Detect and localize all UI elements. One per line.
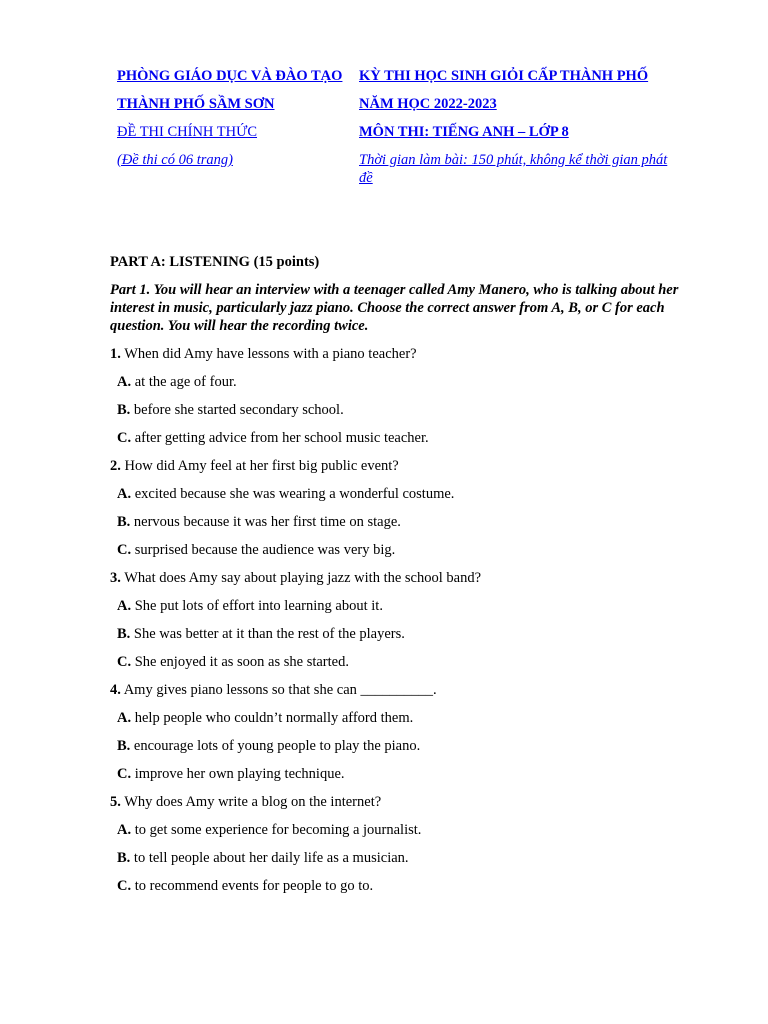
option-text: before she started secondary school. [133, 402, 344, 418]
option-text: surprised because the audience was very big. [134, 542, 396, 558]
option-text: to tell people about her daily life as a musician. [133, 850, 409, 866]
option-letter: C. [117, 878, 132, 894]
option-letter: A. [117, 374, 132, 390]
option-text: She put lots of effort into learning about it. [134, 598, 383, 614]
exam-content [110, 253, 700, 905]
option-text: to get some experience for becoming a journalist. [134, 822, 422, 838]
option-text: nervous because it was her first time on stage. [133, 514, 401, 530]
option-letter: B. [117, 514, 131, 530]
answer-option [117, 849, 700, 867]
option-letter: B. [117, 738, 131, 754]
question-stem [110, 457, 700, 475]
option-letter: B. [117, 626, 131, 642]
option-text: excited because she was wearing a wonderful costume. [134, 486, 455, 502]
header-right-column [359, 67, 677, 197]
question-stem [110, 681, 700, 699]
question-stem [110, 569, 700, 587]
option-letter: A. [117, 486, 132, 502]
question-text: What does Amy say about playing jazz with the school band? [124, 570, 482, 586]
header-exam-name-link[interactable]: KỲ THI HỌC SINH GIỎI CẤP THÀNH PHỐ [359, 68, 649, 84]
question-number: 3. [110, 570, 121, 586]
question-1 [110, 345, 700, 447]
answer-option [117, 485, 700, 503]
question-text: Why does Amy write a blog on the internet? [124, 794, 382, 810]
question-number: 2. [110, 458, 121, 474]
question-number: 5. [110, 794, 121, 810]
option-letter: C. [117, 542, 132, 558]
answer-option [117, 877, 700, 895]
header-official-exam-link[interactable]: ĐỀ THI CHÍNH THỨC [117, 124, 258, 140]
answer-option [117, 653, 700, 671]
option-letter: A. [117, 710, 132, 726]
answer-option [117, 597, 700, 615]
option-letter: A. [117, 598, 132, 614]
question-text: Amy gives piano lessons so that she can __________. [123, 682, 437, 698]
option-letter: A. [117, 822, 132, 838]
option-letter: B. [117, 850, 131, 866]
option-text: encourage lots of young people to play the piano. [133, 738, 421, 754]
answer-option [117, 401, 700, 419]
answer-option [117, 541, 700, 559]
option-letter: C. [117, 430, 132, 446]
option-letter: C. [117, 766, 132, 782]
answer-option [117, 709, 700, 727]
question-3 [110, 569, 700, 671]
question-5 [110, 793, 700, 895]
answer-option [117, 625, 700, 643]
option-text: improve her own playing technique. [134, 766, 345, 782]
option-text: at the age of four. [134, 374, 237, 390]
header-department-link[interactable]: PHÒNG GIÁO DỤC VÀ ĐÀO TẠO [117, 68, 343, 84]
question-number: 4. [110, 682, 121, 698]
question-text: How did Amy feel at her first big public event? [124, 458, 399, 474]
option-letter: C. [117, 654, 132, 670]
question-text: When did Amy have lessons with a piano teacher? [124, 346, 417, 362]
part-1-instruction: Part 1. You will hear an interview with a teenager called Amy Manero, who is talking about her interest in music, particularly jazz piano. Choose the correct answer from A, B, or C for each question. You will hear the recording twice. [110, 282, 679, 334]
header-time-limit-link[interactable]: Thời gian làm bài: 150 phút, không kể thời gian phát đề [359, 152, 668, 186]
answer-option [117, 737, 700, 755]
answer-option [117, 765, 700, 783]
option-text: after getting advice from her school music teacher. [134, 430, 429, 446]
option-text: She was better at it than the rest of the players. [133, 626, 405, 642]
option-text: to recommend events for people to go to. [134, 878, 374, 894]
header-school-year-link[interactable]: NĂM HỌC 2022-2023 [359, 96, 497, 112]
option-text: help people who couldn’t normally afford them. [134, 710, 414, 726]
option-text: She enjoyed it as soon as she started. [134, 654, 349, 670]
question-stem [110, 345, 700, 363]
question-2 [110, 457, 700, 559]
header-left-column [117, 67, 359, 197]
question-4 [110, 681, 700, 783]
question-number: 1. [110, 346, 121, 362]
part-a-title: PART A: LISTENING (15 points) [110, 254, 320, 270]
answer-option [117, 513, 700, 531]
header-page-count-link[interactable]: (Đề thi có 06 trang) [117, 152, 233, 168]
answer-option [117, 373, 700, 391]
answer-option [117, 821, 700, 839]
header-city-link[interactable]: THÀNH PHỐ SẦM SƠN [117, 96, 275, 112]
option-letter: B. [117, 402, 131, 418]
header-subject-link[interactable]: MÔN THI: TIẾNG ANH – LỚP 8 [359, 124, 569, 140]
question-stem [110, 793, 700, 811]
answer-option [117, 429, 700, 447]
document-header [117, 67, 677, 197]
